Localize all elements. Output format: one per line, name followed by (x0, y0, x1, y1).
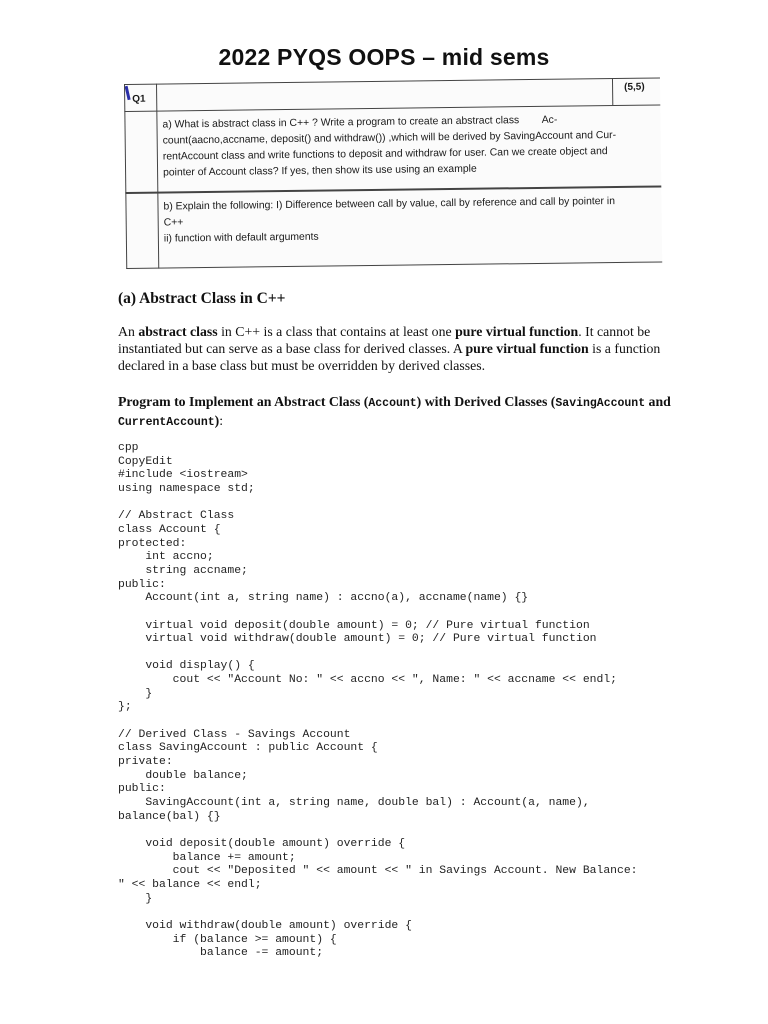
code-line: balance(bal) {} (118, 810, 221, 823)
intro-text: is a function declared in a base class but must be overridden by derived classes. (118, 341, 661, 373)
question-line: count(aacno,accname, deposit() and withdraw()) ,which will be derived by SavingAccount and Cur- (162, 129, 617, 147)
question-line: b) Explain the following: I) Difference between call by value, call by reference and call by pointer in (163, 196, 616, 213)
code-line: " << balance << endl; (118, 878, 262, 891)
code-line: using namespace std; (118, 482, 255, 495)
intro-text: An (118, 324, 139, 339)
intro-bold-term: pure virtual function (465, 341, 589, 356)
code-line: virtual void withdraw(double amount) = 0; // Pure virtual function (118, 633, 597, 646)
intro-text: in C++ is a class that contains at least one (217, 324, 456, 339)
question-marks: (5,5) (624, 81, 645, 93)
question-line: pointer of Account class? If yes, then show its use using an example (163, 163, 477, 179)
table-rule (126, 261, 662, 269)
code-line: // Abstract Class (118, 510, 235, 523)
table-rule (124, 104, 660, 112)
intro-paragraph (118, 323, 670, 374)
code-line: string accname; (118, 564, 248, 577)
code-line: cout << "Deposited " << amount << " in Savings Account. New Balance: (118, 865, 638, 878)
intro-text: . It cannot be instantiated but can serve as a base class for derived classes. A (118, 324, 651, 356)
code-line: } (118, 892, 153, 905)
inline-code: SavingAccount (555, 397, 646, 410)
intro-bold-term: pure virtual function (455, 324, 579, 339)
question-part-b (163, 194, 654, 248)
code-line: void deposit(double amount) override { (118, 837, 406, 850)
code-line: #include <iostream> (118, 469, 248, 482)
program-heading-text: ) (214, 413, 220, 428)
program-heading-text: Program to Implement an Abstract Class ( (118, 394, 369, 409)
code-line: if (balance >= amount) { (118, 933, 337, 946)
inline-code: Account (368, 397, 417, 410)
program-heading-text: and (645, 394, 671, 409)
section-heading: (a) Abstract Class in C++ (118, 290, 286, 307)
code-line (118, 606, 678, 620)
table-rule (124, 77, 660, 85)
inline-code: CurrentAccount (118, 416, 215, 429)
code-line: class Account { (118, 523, 221, 536)
question-line: a) What is abstract class in C++ ? Write a program to create an abstract class Ac- (162, 114, 558, 131)
code-line (118, 715, 678, 729)
code-block (118, 442, 678, 961)
code-line: } (118, 687, 153, 700)
question-line: C++ (163, 217, 184, 229)
question-part-a (162, 112, 653, 182)
code-line (118, 647, 678, 661)
code-line (118, 824, 678, 838)
question-line: ii) function with default arguments (163, 231, 319, 245)
code-line: balance += amount; (118, 851, 296, 864)
table-rule (125, 185, 661, 194)
intro-bold-term: abstract class (138, 324, 218, 339)
code-line: void withdraw(double amount) override { (118, 919, 412, 932)
code-line: protected: (118, 537, 187, 550)
code-language-label: cpp (118, 442, 139, 454)
code-lines (118, 469, 678, 961)
question-number: Q1 (132, 93, 146, 105)
code-line: // Derived Class - Savings Account (118, 728, 351, 741)
table-rule (612, 78, 613, 105)
code-line: virtual void deposit(double amount) = 0; // Pure virtual function (118, 619, 590, 632)
question-table-scan (124, 77, 662, 270)
code-line: cout << "Account No: " << accno << ", Name: " << accname << endl; (118, 674, 617, 687)
code-line: public: (118, 578, 166, 591)
program-heading (118, 393, 678, 431)
copy-edit-label[interactable]: CopyEdit (118, 455, 173, 468)
program-heading-text: : (219, 413, 224, 428)
code-line: balance -= amount; (118, 947, 324, 960)
code-line: void display() { (118, 660, 255, 673)
code-line: double balance; (118, 769, 248, 782)
program-heading-text: ) with Derived Classes ( (416, 394, 556, 409)
code-line: public: (118, 783, 166, 796)
code-line: }; (118, 701, 132, 714)
code-line (118, 497, 678, 511)
code-line: class SavingAccount : public Account { (118, 742, 378, 755)
document-title: 2022 PYQS OOPS – mid sems (218, 44, 550, 70)
pen-marker (125, 86, 131, 100)
question-line: rentAccount class and write functions to deposit and withdraw for user. Can we create object and (162, 146, 608, 163)
code-line: Account(int a, string name) : accno(a), accname(name) {} (118, 592, 529, 605)
code-line: int accno; (118, 551, 214, 564)
code-line (118, 906, 678, 920)
code-line: private: (118, 756, 173, 769)
code-line: SavingAccount(int a, string name, double bal) : Account(a, name), (118, 797, 590, 809)
